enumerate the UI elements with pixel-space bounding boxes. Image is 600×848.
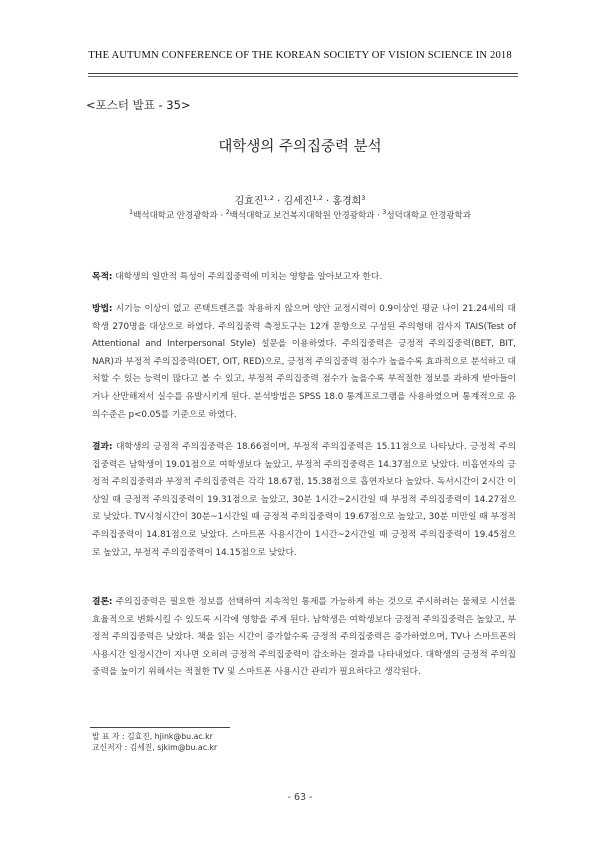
affiliation-superscript: 1 <box>129 208 134 216</box>
result-section <box>92 439 516 562</box>
footnote-rule <box>90 727 230 728</box>
result-label: 결과: <box>92 442 113 452</box>
affiliation-text: 백석대학교 보건복지대학원 안경광학과 <box>229 211 375 221</box>
method-text: 시기능 이상이 없고 콘택트렌즈를 착용하지 않으며 양안 교정시력이 0.9이상인 평균 나이 21.24세의 대학생 270명을 대상으로 하였다. 주의집중력 측정도구는 12개 문항으로 구성된 주의형태 검사지 TAIS(Test of Attentional and Interpersonal Style) 설문을 이용하였다. 주의집중력은 긍정적 주의집중력(BET, BIT, NAR)과 부정적 주의집중력(OET, OIT, RED)으로, 긍정적 주의집중력 점수가 높을수록 효과적으로 분석하고 대처할 수 있는 능력이 많다고 볼 수 있고, 부정적 주의집중력 점수가 높을수록 부적절한 정보를 과하게 받아들이거나 산만해져서 실수를 유발시키게 된다. 분석방법은 SPSS 18.0 통계프로그램을 사용하였으며 통계적으로 유의수준은 p<0.05를 기준으로 하였다. <box>92 304 516 420</box>
purpose-label: 목적: <box>92 272 113 282</box>
result-text: 대학생의 긍정적 주의집중력은 18.66점이며, 부정적 주의집중력은 15.11점으로 나타났다. 긍정적 주의집중력은 남학생이 19.01점으로 여학생보다 높았고, 부정적 주의집중력은 14.37점으로 낮았다. 비흡연자의 긍정적 주의집중력과 부정적 주의집중력은 각각 18.67점, 15.38점으로 흡연자보다 높았다. 독서시간이 2시간 이상일 때 긍정적 주의집중력이 19.31점으로 높았고, 30분 1시간~2시간일 때 부정적 주의집중력이 14.27점으로 낮았다. TV시청시간이 30분~1시간일 때 긍정적 주의집중력이 19.67점으로 높았고, 30분 미만일 때 부정적 주의집중력이 14.81점으로 낮았다. 스마트폰 사용시간이 1시간~2시간일 때 긍정적 주의집중력이 19.45점으로 높았고, 부정적 주의집중력이 14.15점으로 낮았다. <box>92 442 516 558</box>
author-superscript: 1,2 <box>263 194 274 202</box>
conclusion-label: 결론: <box>92 597 113 607</box>
corresponding-author-footnote: 교신저자 : 김세진, sjkim@bu.ac.kr <box>92 743 218 752</box>
author-separator: · <box>273 196 284 207</box>
poster-label: <포스터 발표 - 35> <box>86 98 191 112</box>
conclusion-section <box>92 594 516 682</box>
author-name: 김효진 <box>234 196 264 207</box>
author-superscript: 1,2 <box>312 194 323 202</box>
paper-title: 대학생의 주의집중력 분석 <box>218 139 382 155</box>
conclusion-text: 주의집중력은 필요한 정보를 선택하여 지속적인 통제를 가능하게 하는 것으로 주시하려는 물체로 시선을 효율적으로 변화시킬 수 있도록 시각에 영향을 주게 된다. 남학생은 여학생보다 긍정적 주의집중력은 높았고, 부정적 주의집중력은 낮았다. 책을 읽는 시간이 증가할수록 긍정적 주의집중력은 증가하였으며, TV나 스마트폰의 사용시간 일정시간이 지나면 오히려 긍정적 주의집중력이 감소하는 결과를 나타내었다. 대학생의 긍정적 주의집중력을 높이기 위해서는 적절한 TV 및 스마트폰 사용시간 관리가 필요하다고 생각된다. <box>92 597 516 678</box>
header-rule <box>88 73 518 74</box>
purpose-section <box>92 269 516 287</box>
page-number: - 63 - <box>287 792 313 803</box>
affiliation-text: 백석대학교 안경광학과 <box>133 211 218 221</box>
author-name: 홍경희 <box>332 196 362 207</box>
affiliation-text: 성덕대학교 안경광학과 <box>386 211 471 221</box>
method-section <box>92 301 516 424</box>
affiliation-separator: · <box>217 211 226 221</box>
affiliation-separator: · <box>374 211 383 221</box>
conference-header: THE AUTUMN CONFERENCE OF THE KOREAN SOCIETY OF VISION SCIENCE IN 2018 <box>88 50 512 61</box>
author-separator: · <box>322 196 333 207</box>
affiliation-line <box>0 208 600 221</box>
author-superscript: 3 <box>361 194 366 202</box>
header-rule-thin <box>88 76 518 77</box>
purpose-text: 대학생의 일반적 특성이 주의집중력에 미치는 영향을 알아보고자 한다. <box>112 272 383 282</box>
method-label: 방법: <box>92 304 113 314</box>
author-name: 김세진 <box>283 196 313 207</box>
affiliation-superscript: 2 <box>225 208 230 216</box>
affiliation-superscript: 3 <box>382 208 387 216</box>
presenter-footnote: 발 표 자 : 김효진, hjink@bu.ac.kr <box>92 732 213 741</box>
author-line <box>0 192 600 207</box>
